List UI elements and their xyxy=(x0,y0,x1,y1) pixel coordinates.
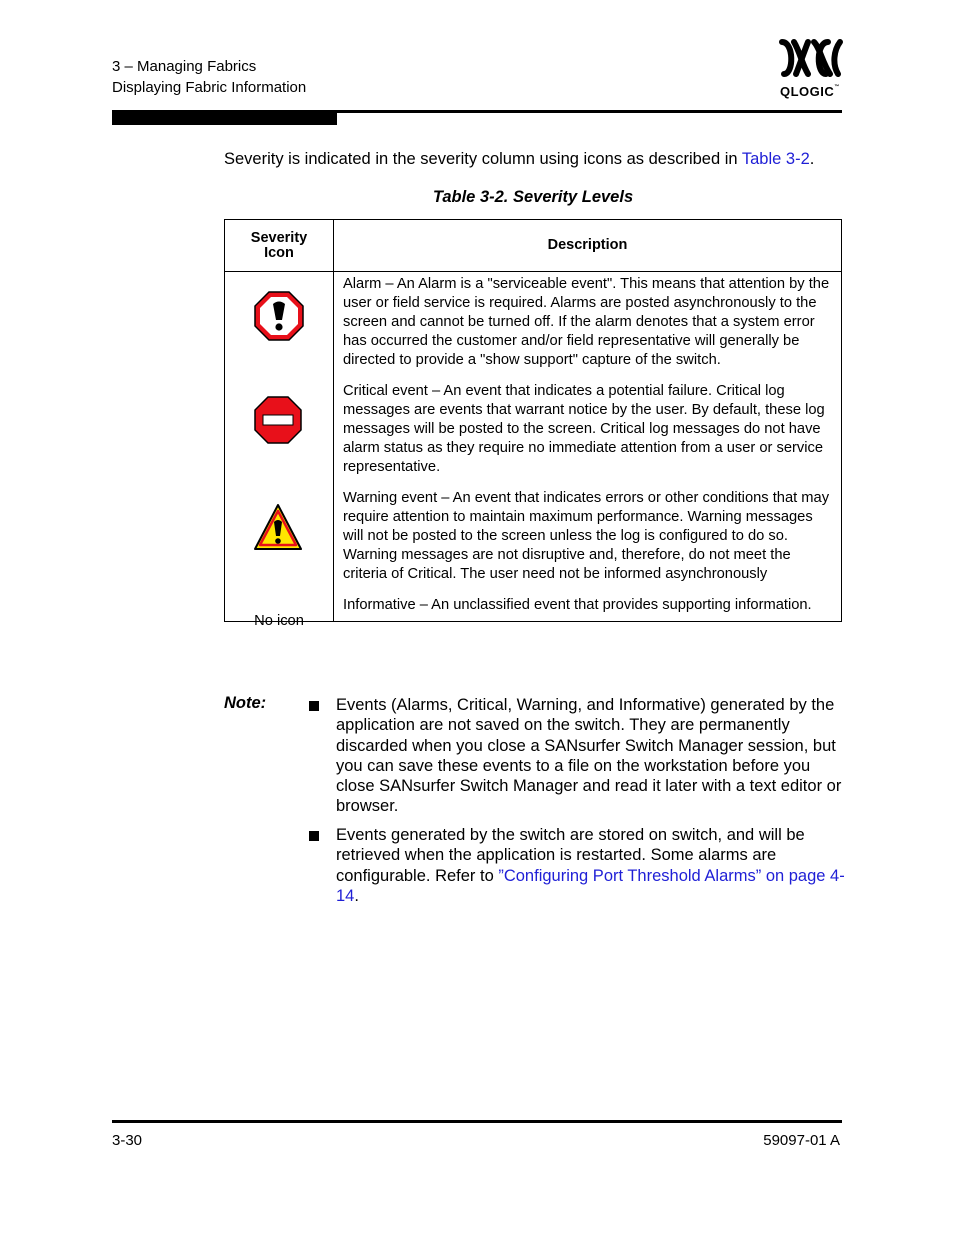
table-body-row xyxy=(225,272,842,622)
alarm-description: Alarm – An Alarm is a "serviceable event". This means that attention by the user or field service is required. Alarms are posted asynchronously to the screen and cannot be turned off. If the alarm denotes that a system error has occurred the customer and/or field representative will generally be directed to provide a "show support" capture of the switch. xyxy=(343,276,830,368)
port-threshold-alarms-link[interactable]: ”Configuring Port Threshold Alarms” on page 4-14 xyxy=(336,866,845,905)
warning-description: Warning event – An event that indicates errors or other conditions that may require attention to maintain maximum performance. Warning messages will not be posted to the screen unless the log is configured to do so. Warning messages are not disruptive and, therefore, do not meet the criteria of Critical. The user need not be informed asynchronously xyxy=(343,490,830,582)
footer-rule xyxy=(112,1120,842,1123)
table-3-2-link[interactable]: Table 3-2 xyxy=(741,150,810,168)
note-bullet-2-end: . xyxy=(354,886,359,905)
critical-icon xyxy=(253,395,303,451)
header-description: Description xyxy=(334,220,842,272)
no-icon-label: No icon xyxy=(254,613,304,629)
header-rule-tab xyxy=(112,113,337,125)
intro-paragraph xyxy=(224,148,814,170)
logo-trademark: ™ xyxy=(834,84,840,90)
bullet-square-icon xyxy=(309,831,319,841)
bullet-square-icon xyxy=(309,701,319,711)
header-icon-line1: Severity xyxy=(250,229,308,246)
header-icon-line2: Icon xyxy=(264,244,294,261)
qlogic-emblem-icon xyxy=(778,38,844,80)
description-column xyxy=(334,272,842,622)
note-bullet-2-text: Events generated by the switch are stored on switch, and will be retrieved when the application is restarted. Some alarms are configurable. Refer to xyxy=(336,826,805,885)
document-number: 59097-01 A xyxy=(763,1132,840,1149)
table-header-row xyxy=(225,220,842,272)
section-title: Displaying Fabric Information xyxy=(112,79,307,96)
page-number: 3-30 xyxy=(112,1132,143,1149)
header-severity-icon xyxy=(225,220,334,272)
note-label: Note: xyxy=(224,694,267,712)
severity-table xyxy=(224,219,842,629)
icon-column xyxy=(225,272,334,629)
intro-text: Severity is indicated in the severity column using icons as described in xyxy=(224,150,742,168)
warning-icon xyxy=(253,502,303,558)
note-bullet-2 xyxy=(336,825,846,906)
alarm-icon xyxy=(253,290,305,348)
critical-description: Critical event – An event that indicates a potential failure. Critical log messages are events that warrant notice by the user. By default, these log messages will be posted to the screen. Critical log messages do not have alarm status as they require no immediate attention from a user or service representative. xyxy=(343,383,825,475)
logo-text: QLOGIC xyxy=(780,84,835,99)
qlogic-logo xyxy=(778,38,844,100)
intro-end: . xyxy=(809,150,815,168)
informative-description: Informative – An unclassified event that provides supporting information. xyxy=(343,597,812,613)
chapter-title: 3 – Managing Fabrics xyxy=(112,58,257,75)
table-caption: Table 3-2. Severity Levels xyxy=(432,188,634,206)
note-bullet-1: Events (Alarms, Critical, Warning, and Informative) generated by the application are not saved on the switch. They are permanently discarded when you close a SANsurfer Switch Manager session, but you can save these events to a file on the workstation before you close SANsurfer Switch Manager and read it later with a text editor or browser. xyxy=(336,696,842,816)
